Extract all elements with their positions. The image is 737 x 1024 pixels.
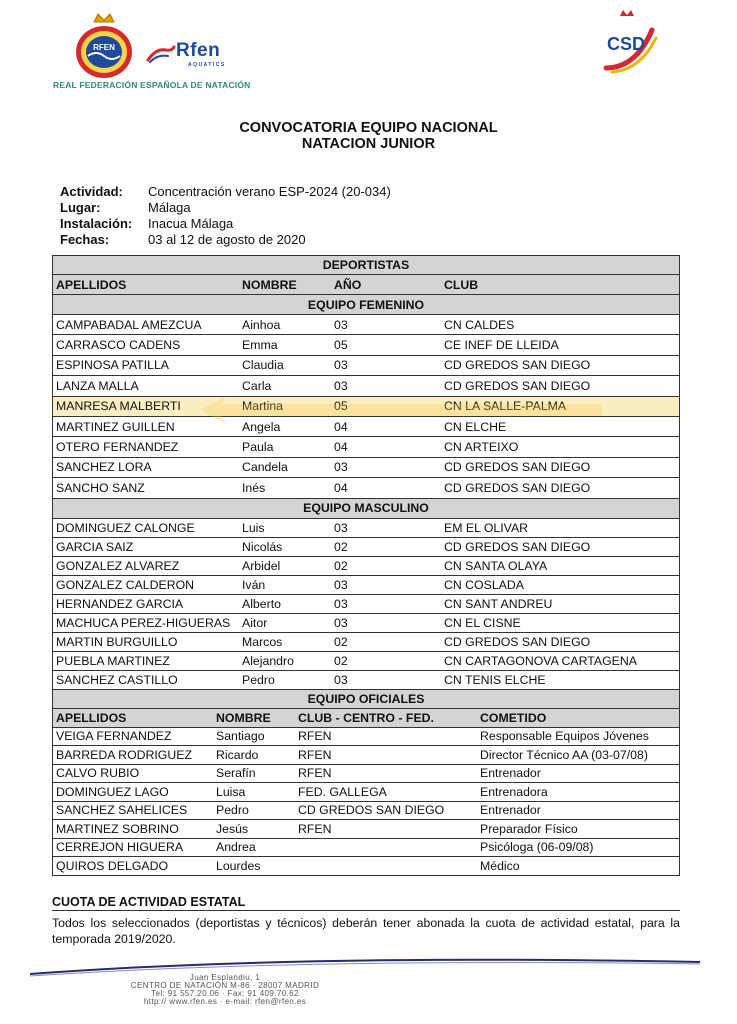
cell: RFEN: [298, 747, 332, 762]
cell: GONZALEZ CALDERON: [56, 577, 195, 592]
cell: CE INEF DE LLEIDA: [444, 338, 559, 353]
cell: Director Técnico AA (03-07/08): [480, 747, 648, 762]
cell: QUIROS DELGADO: [56, 858, 169, 873]
cell: Preparador Físico: [480, 821, 578, 836]
cell: 04: [334, 419, 348, 434]
cell: Responsable Equipos Jóvenes: [480, 729, 649, 744]
document-title: CONVOCATORIA EQUIPO NACIONAL: [239, 120, 498, 136]
table-row: [52, 671, 680, 690]
cell: NOMBRE: [216, 710, 271, 725]
cell: COMETIDO: [480, 710, 547, 725]
table-row: [52, 595, 680, 614]
table-row: [52, 839, 680, 858]
cell: Angela: [242, 419, 281, 434]
cell: Marcos: [242, 634, 283, 649]
table-row: [52, 857, 680, 876]
cell: SANCHO SANZ: [56, 480, 145, 495]
cell: 03: [334, 460, 348, 475]
cell: Psicóloga (06-09/08): [480, 840, 594, 855]
cell: Pedro: [216, 803, 249, 818]
cell: Alejandro: [242, 653, 294, 668]
cell: Médico: [480, 858, 520, 873]
table-row: [52, 519, 680, 538]
footer-line: Juan Esplandiu, 1: [189, 973, 261, 982]
letterhead: [0, 0, 737, 100]
table-row: [52, 746, 680, 765]
table-row: [52, 538, 680, 557]
table-row: [52, 576, 680, 595]
table-row: [52, 783, 680, 802]
table-row: [52, 633, 680, 652]
cell: RFEN: [298, 729, 332, 744]
footer-line: CENTRO DE NATACIÓN M-86 · 28007 MADRID: [130, 981, 320, 990]
federation-name: REAL FEDERACIÓN ESPAÑOLA DE NATACIÓN: [53, 80, 251, 90]
cell: Emma: [242, 338, 278, 353]
cell: FED. GALLEGA: [298, 784, 387, 799]
cell: CAMPABADAL AMEZCUA: [56, 317, 202, 332]
section-title: EQUIPO OFICIALES: [307, 691, 425, 706]
cell: Entrenador: [480, 803, 541, 818]
table-row: [52, 557, 680, 576]
divider: [52, 910, 680, 911]
cell: MARTIN BURGUILLO: [56, 634, 178, 649]
cell: CN SANT ANDREU: [444, 596, 553, 611]
info-label: Actividad:: [60, 184, 123, 199]
cell: Serafín: [216, 766, 256, 781]
cell: CN ARTEIXO: [444, 440, 519, 455]
table-row: [52, 478, 680, 498]
rfen-logo-sub: AQUATICS: [188, 62, 226, 68]
cell: Pedro: [242, 672, 275, 687]
cell: CLUB: [444, 277, 479, 292]
cell: CD GREDOS SAN DIEGO: [444, 378, 591, 393]
table-border: [679, 255, 680, 876]
cell: CD GREDOS SAN DIEGO: [444, 358, 591, 373]
table-row: [52, 652, 680, 671]
cell: Carla: [242, 378, 272, 393]
cell: 03: [334, 317, 348, 332]
cell: SANCHEZ LORA: [56, 460, 152, 475]
svg-text:CSD: CSD: [606, 34, 646, 54]
cell: Paula: [242, 440, 274, 455]
cell: VEIGA FERNANDEZ: [56, 729, 172, 744]
cell: CD GREDOS SAN DIEGO: [444, 480, 591, 495]
cell: CN LA SALLE-PALMA: [444, 399, 567, 414]
table-row: [52, 335, 680, 355]
rfen-aquatics-logo: [146, 40, 241, 70]
section-header-male: [52, 499, 680, 519]
info-value: 03 al 12 de agosto de 2020: [148, 232, 306, 247]
cell: 03: [334, 596, 348, 611]
cell: GONZALEZ ALVAREZ: [56, 558, 180, 573]
table-row: [52, 458, 680, 478]
cell: 05: [334, 399, 348, 414]
cell: DOMINGUEZ LAGO: [56, 784, 169, 799]
cell: LANZA MALLA: [56, 378, 139, 393]
cell: MACHUCA PEREZ-HIGUERAS: [56, 615, 231, 630]
cell: NOMBRE: [242, 277, 297, 292]
cell: CN SANTA OLAYA: [444, 558, 548, 573]
cell: 02: [334, 539, 348, 554]
cell: Martina: [242, 399, 284, 414]
cell: MARTINEZ SOBRINO: [56, 821, 179, 836]
column-header-row: [52, 275, 680, 295]
section-title: EQUIPO MASCULINO: [303, 501, 429, 516]
cell: Nicolás: [242, 539, 283, 554]
cell: APELLIDOS: [56, 277, 127, 292]
cell: MANRESA MALBERTI: [56, 399, 181, 414]
cell: CERREJON HIGUERA: [56, 840, 184, 855]
footer-line: http:// www.rfen.es · e-mail: rfen@rfen.es: [143, 997, 307, 1006]
cell: Candela: [242, 460, 288, 475]
cell: CD GREDOS SAN DIEGO: [444, 539, 591, 554]
cell: EM EL OLIVAR: [444, 520, 529, 535]
table-row: [52, 765, 680, 784]
cell: APELLIDOS: [56, 710, 127, 725]
rfen-seal-logo: [72, 12, 136, 80]
table-row: [52, 315, 680, 335]
cell: Jesús: [216, 821, 249, 836]
cell: RFEN: [298, 766, 332, 781]
section-header-athletes: [52, 256, 680, 275]
footer-line: Tel: 91 557.20.06 · Fax: 91 409.70.62: [151, 989, 299, 998]
cell: SANCHEZ SAHELICES: [56, 803, 188, 818]
table-row: [52, 437, 680, 457]
section-title: EQUIPO FEMENINO: [307, 297, 425, 312]
table-row: [52, 614, 680, 633]
cell: 05: [334, 338, 348, 353]
cell: CN ELCHE: [444, 419, 507, 434]
cell: Iván: [242, 577, 266, 592]
cell: Inés: [242, 480, 266, 495]
cell: CN TENIS ELCHE: [444, 672, 546, 687]
cell: Aitor: [242, 615, 268, 630]
section-header-female: [52, 295, 680, 315]
cell: Entrenador: [480, 766, 541, 781]
cell: GARCIA SAIZ: [56, 539, 134, 554]
svg-text:RFEN: RFEN: [93, 43, 115, 52]
cell: Ainhoa: [242, 317, 281, 332]
cell: OTERO FERNANDEZ: [56, 440, 179, 455]
swimmer-icon: [146, 44, 176, 64]
cell: Entrenadora: [480, 784, 548, 799]
cell: Santiago: [216, 729, 265, 744]
info-label: Instalación:: [60, 216, 133, 231]
cell: CLUB - CENTRO - FED.: [298, 710, 434, 725]
info-value: Inacua Málaga: [148, 216, 234, 231]
section-header-officials: [52, 690, 680, 709]
cell: MARTINEZ GUILLEN: [56, 419, 175, 434]
table-row: [52, 417, 680, 437]
cell: BARREDA RODRIGUEZ: [56, 747, 192, 762]
info-label: Fechas:: [60, 232, 110, 247]
table-row: [52, 802, 680, 821]
info-value: Málaga: [148, 200, 191, 215]
cell: CN EL CISNE: [444, 615, 521, 630]
table-border: [52, 255, 53, 876]
cell: 02: [334, 558, 348, 573]
cell: 02: [334, 634, 348, 649]
cell: HERNANDEZ GARCIA: [56, 596, 184, 611]
cell: AÑO: [334, 277, 362, 292]
cell: Andrea: [216, 840, 256, 855]
cell: 03: [334, 577, 348, 592]
cell: 03: [334, 378, 348, 393]
quota-title: CUOTA DE ACTIVIDAD ESTATAL: [52, 895, 246, 909]
cell: ESPINOSA PATILLA: [56, 358, 169, 373]
footer-address: [110, 974, 340, 1006]
cell: PUEBLA MARTINEZ: [56, 653, 170, 668]
cell: CD GREDOS SAN DIEGO: [298, 803, 445, 818]
rfen-logo-text: Rfen: [176, 40, 221, 61]
cell: 02: [334, 653, 348, 668]
cell: Luis: [242, 520, 265, 535]
document-subtitle: NATACION JUNIOR: [301, 136, 436, 152]
table-row: [52, 397, 680, 417]
cell: Ricardo: [216, 747, 259, 762]
section-title: DEPORTISTAS: [322, 258, 410, 272]
cell: CD GREDOS SAN DIEGO: [444, 634, 591, 649]
table-row: [52, 356, 680, 376]
quota-text: Todos los seleccionados (deportistas y técnicos) deberán tener abonada la cuota de actividad estatal, para la temporada 2019/2020.: [52, 916, 680, 946]
cell: CN CALDES: [444, 317, 515, 332]
column-header-row: [52, 709, 680, 728]
cell: CARRASCO CADENS: [56, 338, 181, 353]
cell: Claudia: [242, 358, 284, 373]
cell: DOMINGUEZ CALONGE: [56, 520, 195, 535]
cell: RFEN: [298, 821, 332, 836]
table-row: [52, 820, 680, 839]
table-row: [52, 376, 680, 396]
info-value: Concentración verano ESP-2024 (20-034): [148, 184, 391, 199]
cell: Luisa: [216, 784, 246, 799]
cell: 03: [334, 520, 348, 535]
cell: Alberto: [242, 596, 281, 611]
cell: Lourdes: [216, 858, 261, 873]
cell: CALVO RUBIO: [56, 766, 140, 781]
csd-logo: [596, 10, 658, 74]
info-label: Lugar:: [60, 200, 101, 215]
cell: CD GREDOS SAN DIEGO: [444, 460, 591, 475]
cell: 04: [334, 480, 348, 495]
cell: SANCHEZ CASTILLO: [56, 672, 178, 687]
cell: CN CARTAGONOVA CARTAGENA: [444, 653, 637, 668]
table-row: [52, 728, 680, 747]
cell: 04: [334, 440, 348, 455]
cell: 03: [334, 672, 348, 687]
cell: 03: [334, 358, 348, 373]
cell: CN COSLADA: [444, 577, 524, 592]
cell: Arbidel: [242, 558, 281, 573]
cell: 03: [334, 615, 348, 630]
